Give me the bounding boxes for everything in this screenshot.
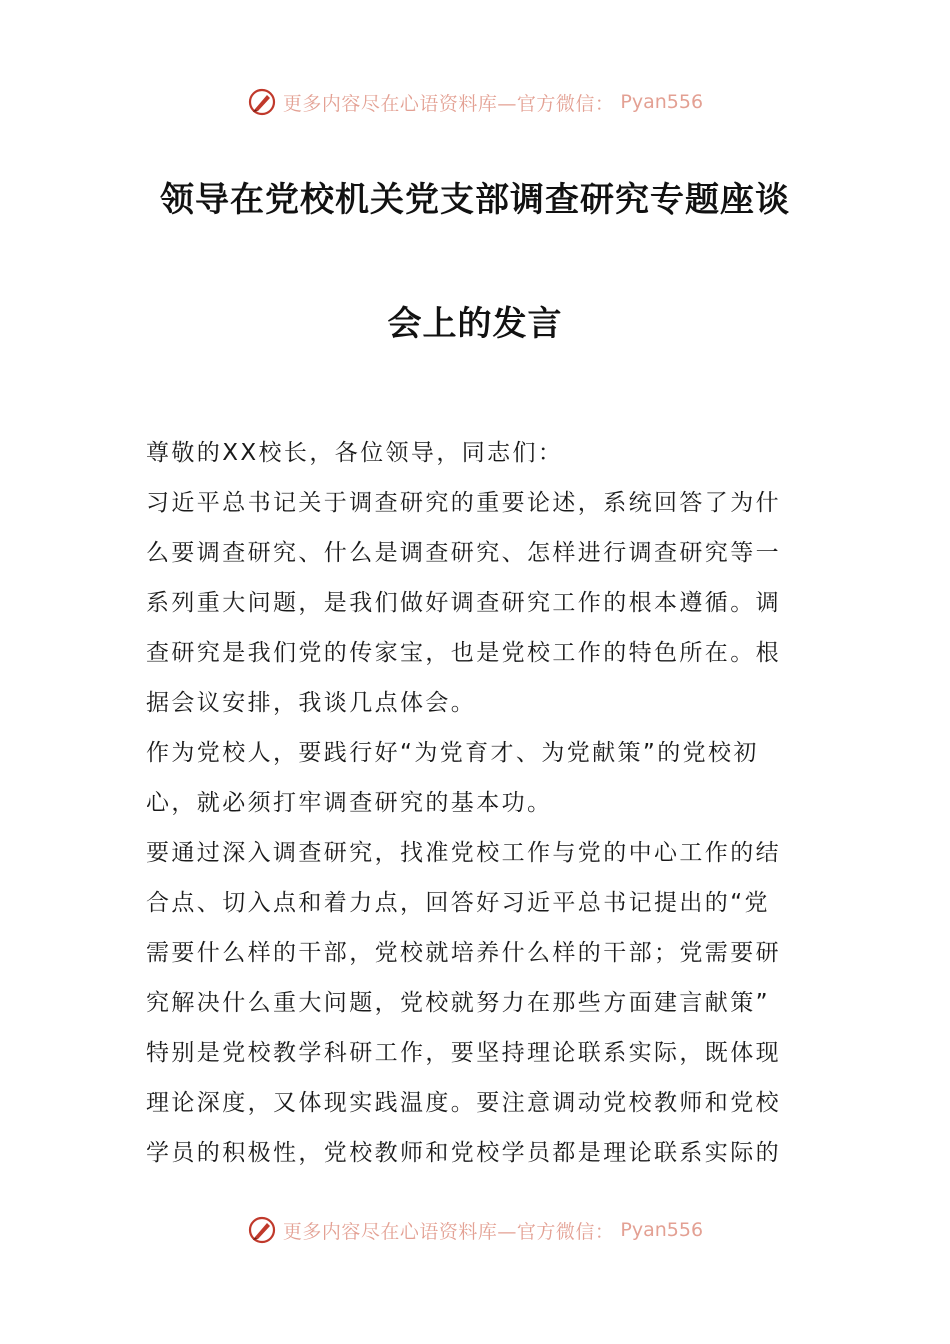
document-title-line-1: 领导在党校机关党支部调查研究专题座谈 [160, 180, 790, 220]
body-line: 据会议安排，我谈几点体会。 [146, 690, 477, 716]
body-line: 么要调查研究、什么是调查研究、怎样进行调查研究等一 [146, 540, 781, 566]
body-line: 要通过深入调查研究，找准党校工作与党的中心工作的结 [146, 840, 781, 866]
footer-wechat-id: Pyan556 [620, 1219, 704, 1241]
body-line: 系列重大问题，是我们做好调查研究工作的根本遵循。调 [146, 590, 781, 616]
document-body [146, 428, 806, 1178]
body-line: 作为党校人，要践行好“为党育才、为党献策”的党校初 [146, 740, 759, 766]
body-line: 理论深度，又体现实践温度。要注意调动党校教师和党校 [146, 1090, 781, 1116]
body-line: 特别是党校教学科研工作，要坚持理论联系实际，既体现 [146, 1040, 781, 1066]
body-line: 究解决什么重大问题，党校就努力在那些方面建言献策” [146, 990, 770, 1016]
footer-banner-text: 更多内容尽在心语资料库—官方微信： [282, 1220, 615, 1243]
pen-logo-icon [247, 1215, 277, 1245]
pen-logo-icon [247, 87, 277, 117]
body-line: 心，就必须打牢调查研究的基本功。 [146, 790, 553, 816]
body-line: 合点、切入点和着力点，回答好习近平总书记提出的“党 [146, 890, 770, 916]
body-line: 查研究是我们党的传家宝，也是党校工作的特色所在。根 [146, 640, 781, 666]
footer-banner [0, 1210, 950, 1250]
body-line: 尊敬的XX校长，各位领导，同志们： [146, 440, 564, 466]
header-banner-text: 更多内容尽在心语资料库—官方微信： [282, 92, 615, 115]
body-line: 需要什么样的干部，党校就培养什么样的干部；党需要研 [146, 940, 781, 966]
document-title-line-2: 会上的发言 [387, 304, 563, 344]
header-wechat-id: Pyan556 [620, 91, 704, 113]
body-line: 习近平总书记关于调查研究的重要论述，系统回答了为什 [146, 490, 781, 516]
header-banner [0, 82, 950, 122]
body-line: 学员的积极性，党校教师和党校学员都是理论联系实际的 [146, 1140, 781, 1166]
